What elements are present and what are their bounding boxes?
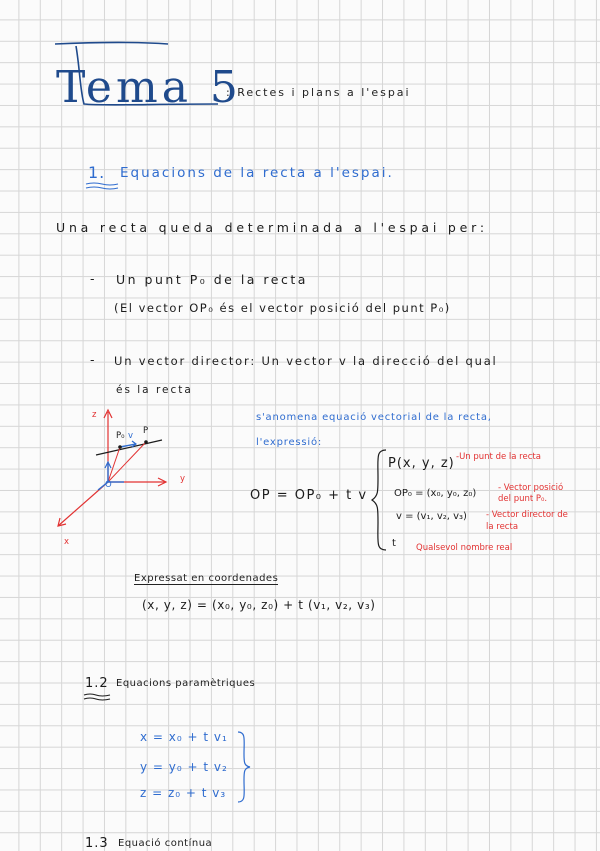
- term-director-vector: v = (v₁, v₂, v₃): [396, 511, 467, 522]
- param-eq-x: x = x₀ + t v₁: [140, 730, 228, 744]
- bullet-2-sub: és la recta: [116, 384, 193, 396]
- axes-diagram: [50, 400, 220, 550]
- section-12-title: Equacions paramètriques: [116, 678, 256, 689]
- param-eq-y: y = y₀ + t v₂: [140, 760, 228, 774]
- param-brace: [236, 730, 252, 804]
- term-point: P(x, y, z): [388, 456, 455, 471]
- origin-label: O: [105, 480, 112, 490]
- axis-x-label: x: [64, 537, 70, 547]
- section-1-number: 1.: [88, 163, 106, 182]
- section-1-underline: [84, 181, 124, 191]
- term-point-note: -Un punt de la recta: [456, 452, 541, 462]
- param-eq-z: z = z₀ + t v₃: [140, 786, 227, 800]
- term-position-vector: OP₀ = (x₀, y₀, z₀): [394, 488, 477, 499]
- bullet-dash-1: -: [90, 271, 97, 286]
- point-p0-label: P₀: [116, 431, 125, 441]
- term-director-note: - Vector director de la recta: [486, 510, 568, 532]
- coords-label: Expressat en coordenades: [134, 573, 279, 584]
- vector-equation: OP = OP₀ + t v: [250, 488, 368, 503]
- axis-y-label: y: [180, 474, 186, 484]
- section-12-number: 1.2: [85, 676, 109, 691]
- vector-v-label: v: [128, 431, 134, 441]
- page-title: Tema 5: [56, 62, 242, 113]
- intro-text: Una recta queda determinada a l'espai per:: [56, 220, 488, 235]
- page-subtitle: : Rectes i plans a l'espai: [226, 86, 411, 99]
- axis-z-label: z: [92, 410, 97, 420]
- term-position-note: - Vector posició del punt P₀.: [498, 483, 564, 504]
- section-1-title: Equacions de la recta a l'espai.: [120, 165, 394, 181]
- bullet-1-main: Un punt P₀ de la recta: [116, 272, 308, 287]
- term-t-note: Qualsevol nombre real: [416, 543, 513, 553]
- vector-eq-note-2: l'expressió:: [256, 437, 323, 448]
- bullet-1-sub: (El vector OP₀ és el vector posició del punt P₀): [114, 301, 451, 315]
- bullet-2-main: Un vector director: Un vector v la direcció del qual: [114, 354, 498, 368]
- coords-equation: (x, y, z) = (x₀, y₀, z₀) + t (v₁, v₂, v₃): [142, 598, 376, 612]
- point-p-label: P: [143, 426, 149, 436]
- section-13-title: Equació contínua: [118, 838, 213, 849]
- bullet-dash-2: -: [90, 352, 97, 367]
- section-13-number: 1.3: [85, 836, 109, 851]
- section-12-underline: [82, 692, 114, 702]
- terms-brace: [370, 448, 390, 552]
- vector-eq-note-1: s'anomena equació vectorial de la recta,: [256, 412, 492, 423]
- term-t: t: [392, 538, 396, 549]
- title-underline: [40, 40, 240, 120]
